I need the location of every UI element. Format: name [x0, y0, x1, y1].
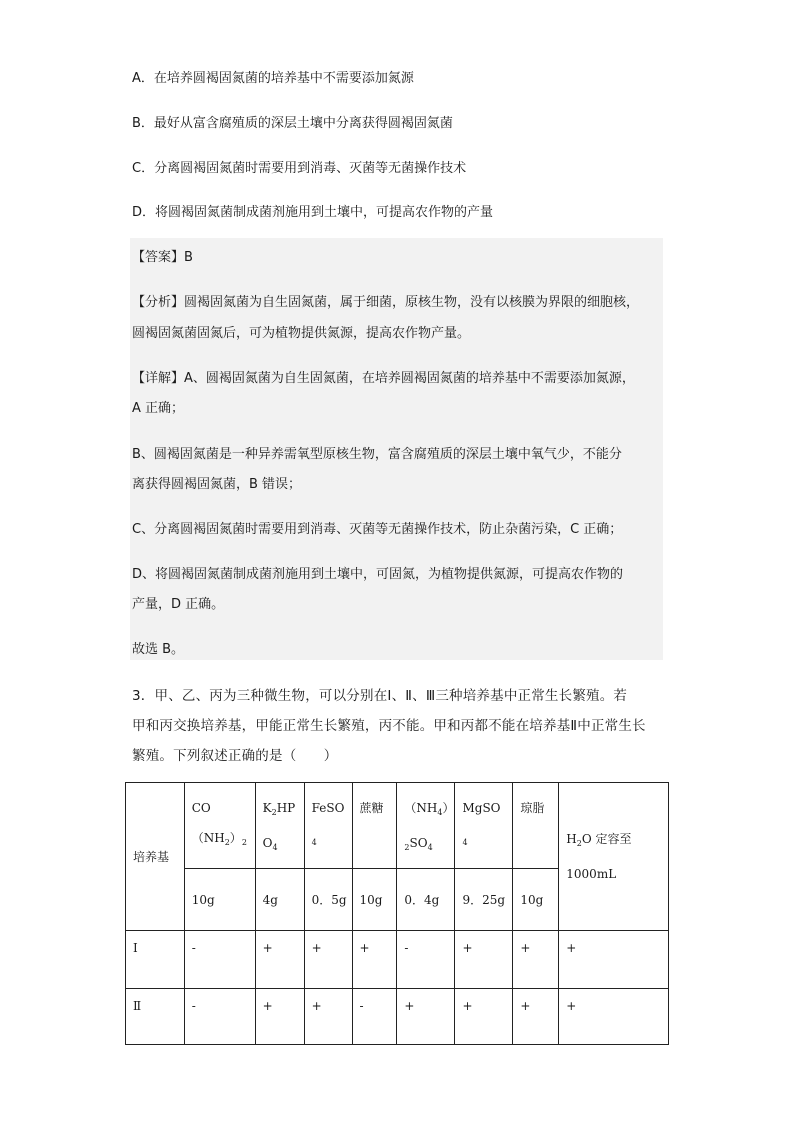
detail-b-line-1: B、圆褐固氮菌是一种异养需氧型原核生物，富含腐殖质的深层土壤中氧气少，不能分	[132, 447, 622, 462]
header-sucrose: 蔗糖	[352, 783, 397, 869]
detail-d-line-2: 产量，D 正确。	[132, 597, 225, 612]
amount-cell: 0．4g	[397, 869, 455, 931]
header-ammonium-line-2: $_2SO_4$	[404, 836, 433, 852]
question3-line-2: 甲和丙交换培养基，甲能正常生长繁殖，丙不能。甲和丙都不能在培养基Ⅱ中正常生长	[132, 718, 646, 734]
medium-table	[125, 782, 669, 1045]
question3-line-1: 3．甲、乙、丙为三种微生物，可以分别在Ⅰ、Ⅱ、Ⅲ三种培养基中正常生长繁殖。若	[132, 688, 628, 704]
table-cell: +	[352, 931, 397, 989]
table-row	[126, 989, 669, 1045]
detail-c-line: C、分离圆褐固氮菌时需要用到消毒、灭菌等无菌操作技术，防止杂菌污染，C 正确；	[132, 522, 623, 537]
detail-b-line-2: 离获得圆褐固氮菌，B 错误；	[132, 477, 302, 492]
table-cell: +	[255, 989, 304, 1045]
table-cell: +	[455, 989, 513, 1045]
table-cell: +	[304, 931, 352, 989]
analysis-line-2: 圆褐固氮菌固氮后，可为植物提供氮源，提高农作物产量。	[132, 326, 471, 341]
table-cell: +	[559, 931, 669, 989]
header-k2hpo4	[255, 783, 304, 869]
table-cell: -	[184, 931, 255, 989]
table-cell: +	[397, 989, 455, 1045]
header-water	[559, 783, 669, 931]
row-header-cell	[126, 783, 185, 931]
header-ammonium-sulfate	[397, 783, 455, 869]
header-urea	[184, 783, 255, 869]
table-cell: +	[304, 989, 352, 1045]
header-agar: 琼脂	[513, 783, 559, 869]
row-label: Ⅱ	[126, 989, 185, 1045]
analysis-line-1: 【分析】圆褐固氮菌为自生固氮菌，属于细菌，原核生物，没有以核膜为界限的细胞核，	[132, 295, 640, 310]
header-urea-line-2: $(NH_2)_2$	[191, 831, 247, 847]
header-feso4-line-1: FeSO	[311, 801, 345, 815]
header-urea-line-1: CO	[191, 801, 211, 815]
header-ammonium-line-1: $(NH_4)$	[404, 801, 455, 817]
table-cell: -	[352, 989, 397, 1045]
detail-a-line-1: 【详解】A、圆褐固氮菌为自生固氮菌，在培养圆褐固氮菌的培养基中不需要添加氮源，	[132, 371, 635, 386]
question3-line-3: 繁殖。下列叙述正确的是（ ）	[132, 748, 338, 764]
header-k2hpo4-line-1: $K_2HP$	[262, 801, 296, 817]
table-cell: +	[513, 989, 559, 1045]
answer-line: 【答案】B	[132, 250, 193, 265]
option-a: A．在培养圆褐固氮菌的培养基中不需要添加氮源	[132, 71, 414, 86]
header-k2hpo4-line-2: $O_4$	[262, 836, 278, 852]
table-cell: +	[513, 931, 559, 989]
table-cell: -	[397, 931, 455, 989]
amount-cell: 10g	[513, 869, 559, 931]
amount-cell: 0．5g	[304, 869, 352, 931]
table-cell: +	[559, 989, 669, 1045]
table-cell: +	[255, 931, 304, 989]
table-cell: +	[455, 931, 513, 989]
amount-cell: 4g	[255, 869, 304, 931]
header-water-line-1: $H_2O$ 定容至	[566, 832, 632, 848]
row-header: 培养基	[133, 850, 170, 864]
header-mgso4-line-1: MgSO	[462, 801, 501, 815]
final-choice: 故选 B。	[132, 642, 185, 657]
header-mgso4	[455, 783, 513, 869]
option-d: D．将圆褐固氮菌制成菌剂施用到土壤中，可提高农作物的产量	[132, 205, 494, 220]
table-cell: -	[184, 989, 255, 1045]
option-c: C．分离圆褐固氮菌时需要用到消毒、灭菌等无菌操作技术	[132, 161, 467, 176]
amount-cell: 9．25g	[455, 869, 513, 931]
header-mgso4-line-2: 4	[462, 838, 468, 847]
header-feso4	[304, 783, 352, 869]
amount-cell: 10g	[352, 869, 397, 931]
amount-cell: 10g	[184, 869, 255, 931]
header-feso4-line-2: 4	[311, 838, 317, 847]
row-label: Ⅰ	[126, 931, 185, 989]
detail-d-line-1: D、将圆褐固氮菌制成菌剂施用到土壤中，可固氮，为植物提供氮源，可提高农作物的	[132, 567, 624, 582]
header-water-line-2: 1000mL	[566, 867, 617, 881]
detail-a-line-2: A 正确；	[132, 401, 185, 416]
table-row	[126, 931, 669, 989]
option-b: B．最好从富含腐殖质的深层土壤中分离获得圆褐固氮菌	[132, 116, 453, 131]
